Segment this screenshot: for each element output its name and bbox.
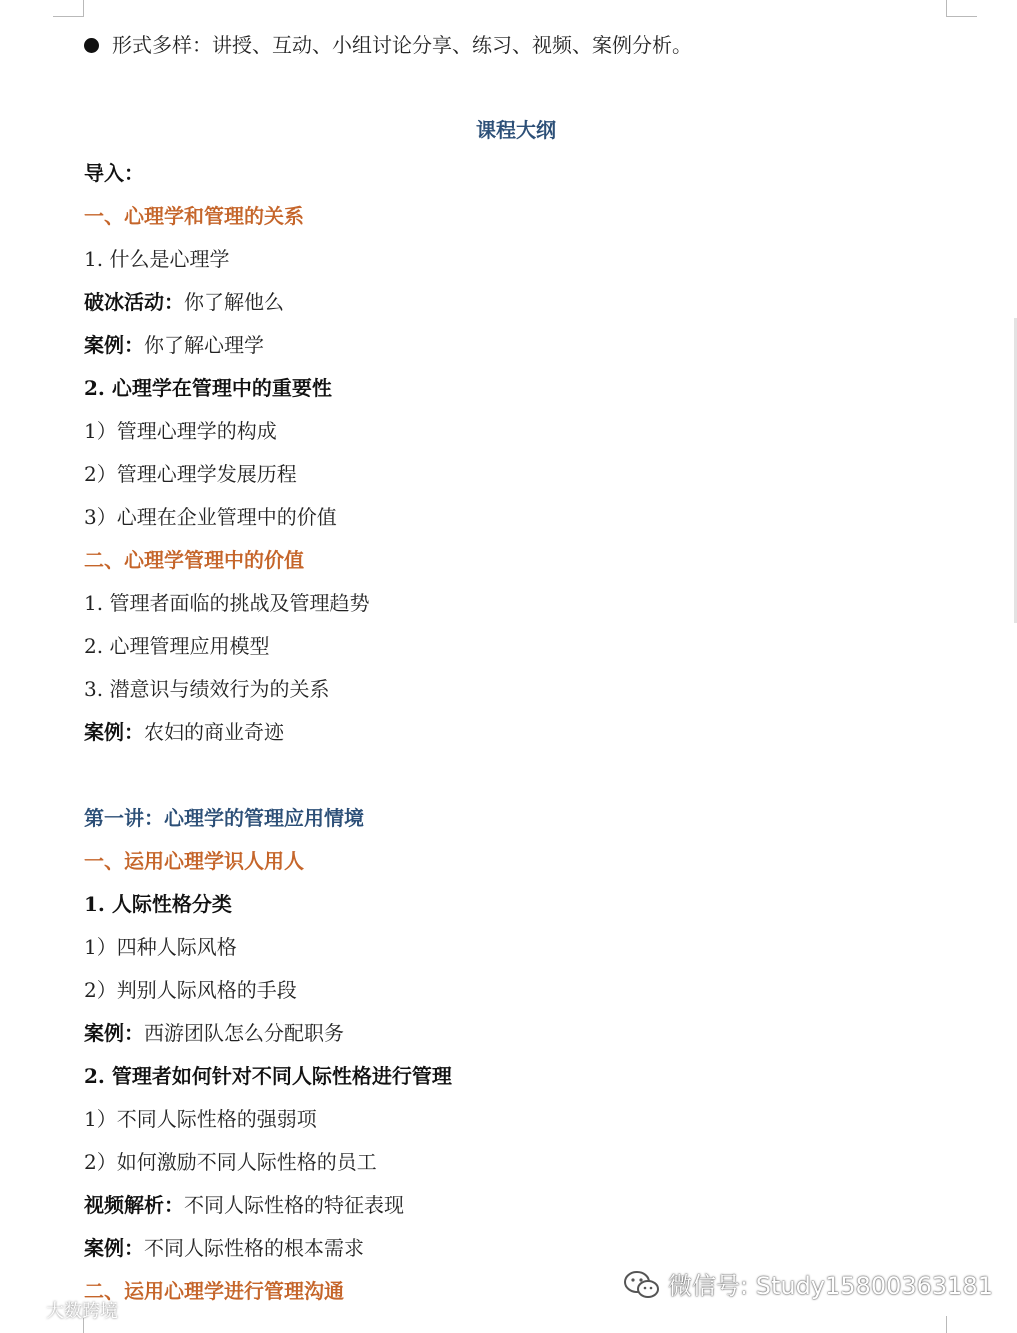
wechat-watermark: [622, 1266, 993, 1306]
list-item: 1. 什么是心理学: [84, 247, 230, 271]
lecture-heading: 第一讲：心理学的管理应用情境: [84, 806, 364, 830]
page-corner-mark-bottom-right: [946, 1316, 977, 1333]
brand-watermark: [8, 1298, 118, 1326]
subsection-heading: 1. 人际性格分类: [84, 892, 232, 916]
brand-logo-icon: [8, 1300, 44, 1322]
brand-text: 大数跨境: [46, 1301, 118, 1322]
list-item: 3）心理在企业管理中的价值: [84, 505, 337, 529]
list-item: 2）管理心理学发展历程: [84, 462, 297, 486]
section-heading-2: 二、心理学管理中的价值: [84, 548, 304, 572]
list-item: 1）管理心理学的构成: [84, 419, 277, 443]
list-item: 1）不同人际性格的强弱项: [84, 1107, 317, 1131]
subsection-heading: 2. 管理者如何针对不同人际性格进行管理: [84, 1064, 452, 1088]
section-heading-3: 一、运用心理学识人用人: [84, 849, 304, 873]
page-corner-mark-top-left: [53, 0, 84, 17]
list-item: 3. 潜意识与绩效行为的关系: [84, 677, 330, 701]
case-line: 案例：不同人际性格的根本需求: [84, 1236, 364, 1260]
bullet-dot-icon: [84, 38, 99, 53]
list-item: 1. 管理者面临的挑战及管理趋势: [84, 591, 370, 615]
outline-title: 课程大纲: [476, 118, 556, 142]
case-line: 案例：你了解心理学: [84, 333, 264, 357]
activity-line: 破冰活动：你了解他么: [84, 290, 284, 314]
list-item: 2. 心理管理应用模型: [84, 634, 270, 658]
case-line: 案例：农妇的商业奇迹: [84, 720, 284, 744]
list-item: 2）如何激励不同人际性格的员工: [84, 1150, 377, 1174]
section-heading-1: 一、心理学和管理的关系: [84, 204, 304, 228]
page-corner-mark-top-right: [946, 0, 977, 17]
wechat-icon: [622, 1269, 662, 1301]
watermark-text: 微信号: Study15800363181: [668, 1272, 993, 1300]
case-line: 案例：西游团队怎么分配职务: [84, 1021, 344, 1045]
section-heading-4: 二、运用心理学进行管理沟通: [84, 1279, 344, 1303]
list-item: 2）判别人际风格的手段: [84, 978, 297, 1002]
list-item: 1）四种人际风格: [84, 935, 237, 959]
subsection-heading: 2. 心理学在管理中的重要性: [84, 376, 332, 400]
intro-bullet-item: [84, 30, 692, 60]
video-line: 视频解析：不同人际性格的特征表现: [84, 1193, 404, 1217]
intro-bullet-text: 形式多样：讲授、互动、小组讨论分享、练习、视频、案例分析。: [112, 33, 692, 57]
intro-heading: 导入：: [84, 161, 144, 185]
